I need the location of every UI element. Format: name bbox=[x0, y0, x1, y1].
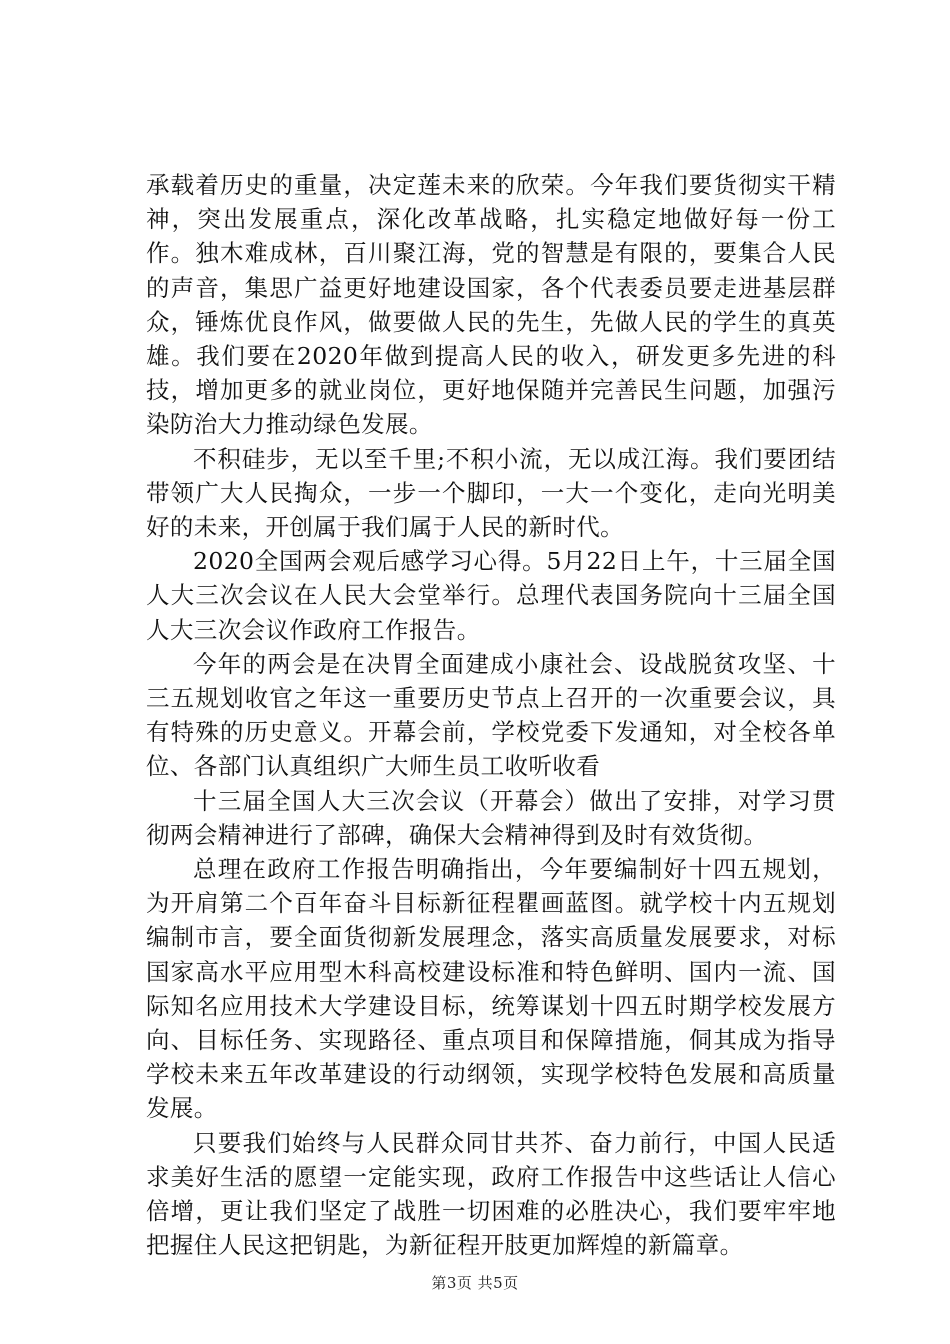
paragraph-arrangement: 十三届全国人大三次会议（开幕会）做出了安排，对学习贯彻两会精神进行了部碑，确保大会精神得到及时有效货彻。 bbox=[146, 786, 836, 849]
paragraph-continuation: 承载着历史的重量，决定莲未来的欣荣。今年我们要货彻实干精神，突出发展重点，深化改革战略，扎实稳定地做好每一份工作。独木难成林，百川聚江海，党的智慧是有限的，要集合人民的声音，集思广益更好地建设国家，各个代表委员要走进基层群众，锤炼优良作风，做要做人民的先生，先做人民的学生的真英雄。我们要在2020年做到提高人民的收入，研发更多先进的科技，增加更多的就业岗位，更好地保随并完善民生问题，加强污染防治大力推动绿色发展。 bbox=[146, 171, 836, 439]
page-footer: 第3页 共5页 bbox=[431, 1274, 519, 1292]
paragraph-historical-significance: 今年的两会是在决胃全面建成小康社会、设战脱贫攻坚、十三五规划收官之年这一重要历史节点上召开的一次重要会议，具有特殊的历史意义。开幕会前，学校党委下发通知，对全校各单位、各部门认真组织广大师生员工收听收看 bbox=[146, 649, 836, 781]
paragraph-two-sessions-intro: 2020全国两会观后感学习心得。5月22日上午，十三届全国人大三次会议在人民大会堂举行。总理代表国务院向十三届全国人大三次会议作政府工作报告。 bbox=[146, 547, 836, 644]
paragraph-five-year-plan: 总理在政府工作报告明确指出，今年要编制好十四五规划，为开肩第二个百年奋斗目标新征程瞿画蓝图。就学校十内五规划编制市言，要全面货彻新发展理念，落实高质量发展要求，对标国家高水平应用型木科高校建设标准和特色鲜明、国内一流、国际知名应用技术大学建设目标，统筹谋划十四五时期学校发展方向、目标任务、实现路径、重点项目和保障措施，侗其成为指导学校未来五年改革建设的行动纲领，实现学校特色发展和高质量发展。 bbox=[146, 855, 836, 1123]
document-body bbox=[146, 168, 836, 1263]
paragraph-unity: 不积硅步，无以至千里;不积小流，无以成江海。我们要团结带领广大人民掏众，一步一个脚印，一大一个变化，走向光明美好的未来，开创属于我们属于人民的新时代。 bbox=[146, 444, 836, 542]
paragraph-conclusion: 只要我们始终与人民群众同甘共芥、奋力前行，中国人民适求美好生活的愿望一定能实现，政府工作报告中这些话让人信心倍增，更让我们坚定了战胜一切困难的必胜决心，我们要牢牢地把握住人民这把钥匙，为新征程开肢更加辉煌的新篇章。 bbox=[146, 1128, 836, 1260]
